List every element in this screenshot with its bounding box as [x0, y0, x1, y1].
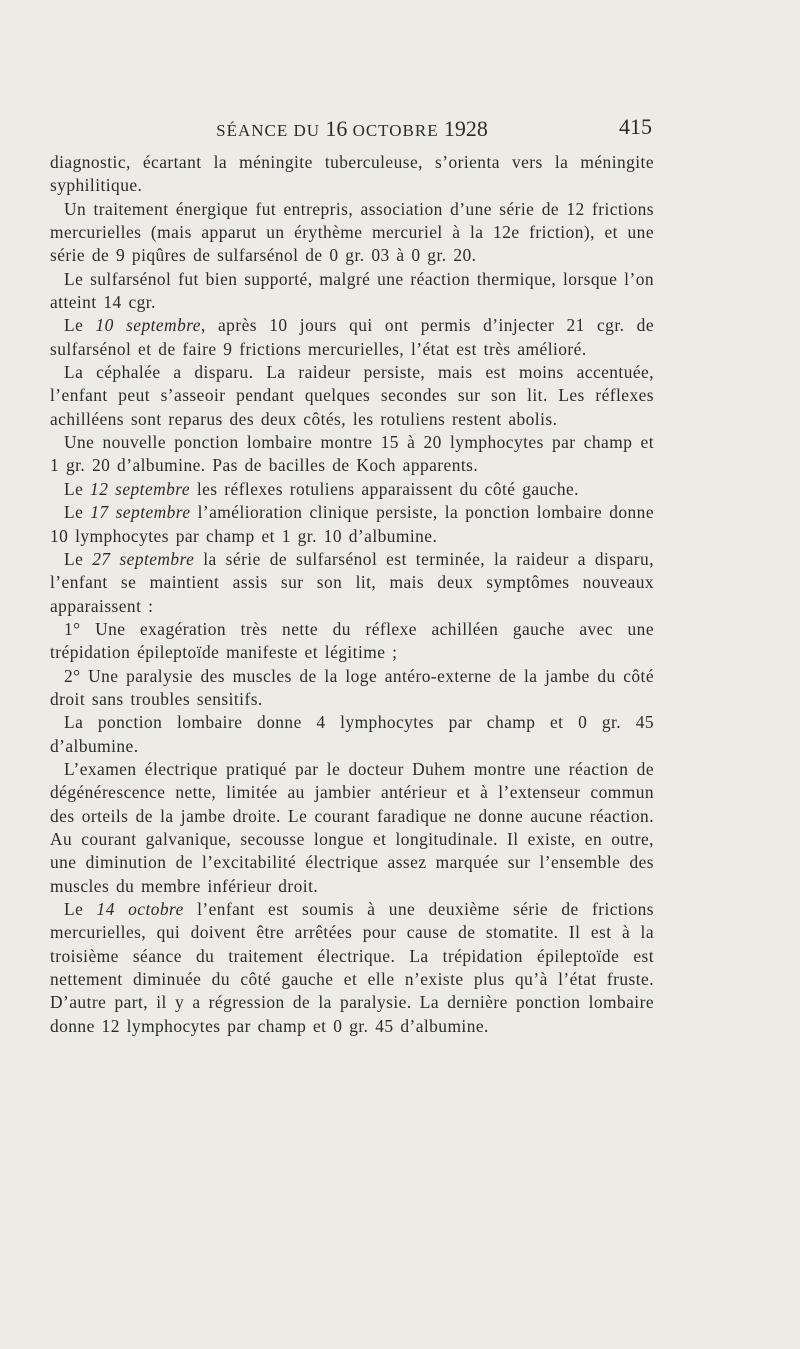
- paragraph-prefix: Le: [64, 899, 97, 919]
- paragraph: Une nouvelle ponction lombaire montre 15 à 20 lymphocytes par champ et 1 gr. 20 d’albumine. Pas de bacilles de Koch apparents.: [50, 432, 654, 476]
- paragraph-text: la série de sulfarsénol est terminée, la raideur a disparu, l’enfant se maintient assis sur son lit, mais deux symptômes nouveaux apparaissent :: [50, 548, 654, 616]
- date-italic: 12 septembre: [90, 478, 191, 499]
- date-italic: 14 octobre: [96, 899, 184, 919]
- paragraph: L’examen électrique pratiqué par le docteur Duhem montre une réaction de dégénérescence nette, limitée au jambier antérieur et à l’extenseur commun des orteils de la jambe droite. Le courant faradique ne donne aucune réaction. Au courant galvanique, secousse longue et longitudinale. Il existe, en outre, une diminution de l’excitabilité électrique assez marquée sur l’ensemble des muscles du membre inférieur droit.: [50, 758, 654, 896]
- page-header: [50, 114, 654, 144]
- body-text: [50, 151, 654, 1038]
- paragraph: 1° Une exagération très nette du réflexe achilléen gauche avec une trépidation épileptoïde manifeste et légitime ;: [50, 618, 654, 663]
- paragraph-text: , après 10 jours qui ont permis d’injecter 21 cgr. de sulfarsénol et de faire 9 frictions mercurielles, l’état est très amélioré.: [50, 315, 654, 359]
- running-title-day: 16: [325, 116, 348, 141]
- date-italic: 10 septembre: [95, 315, 201, 336]
- paragraph: [50, 548, 654, 618]
- paragraph: [50, 501, 654, 548]
- running-title-year: 1928: [443, 116, 488, 141]
- paragraph: La céphalée a disparu. La raideur persiste, mais est moins accentuée, l’enfant peut s’asseoir pendant quelques secondes sur son lit. Les réflexes achilléens sont reparus des deux côtés, les rotuliens restent abolis.: [50, 362, 654, 429]
- page-number: 415: [619, 114, 652, 139]
- paragraph-text: les réflexes rotuliens apparaissent du côté gauche.: [190, 478, 579, 499]
- paragraph: [50, 478, 654, 501]
- paragraph-text: l’amélioration clinique persiste, la ponction lombaire donne 10 lymphocytes par champ et 1 gr. 10 d’albumine.: [50, 502, 654, 546]
- running-title: [50, 116, 654, 142]
- date-italic: 27 septembre: [92, 548, 195, 569]
- paragraph-prefix: Le: [64, 548, 93, 569]
- date-italic: 17 septembre: [90, 502, 191, 523]
- paragraph-text: l’enfant est soumis à une deuxième série de frictions mercurielles, qui doivent être arrêtées pour cause de stomatite. Il est à la troisième séance du traitement électrique. La trépidation épileptoïde est nettement diminuée du côté gauche et elle n’existe plus qu’à l’état fruste. D’autre part, il y a régression de la paralysie. La dernière ponction lombaire donne 12 lymphocytes par champ et 0 gr. 45 d’albumine.: [50, 899, 654, 1036]
- paragraph: [50, 314, 654, 361]
- paragraph: Le sulfarsénol fut bien supporté, malgré une réaction thermique, lorsque l’on atteint 14 cgr.: [50, 268, 654, 313]
- paragraph: La ponction lombaire donne 4 lymphocytes par champ et 0 gr. 45 d’albumine.: [50, 712, 654, 756]
- paragraph-prefix: Le: [64, 478, 91, 499]
- paragraph: 2° Une paralysie des muscles de la loge antéro-externe de la jambe du côté droit sans troubles sensitifs.: [50, 665, 654, 709]
- paragraph: Un traitement énergique fut entrepris, association d’une série de 12 frictions mercurielles (mais apparut un érythème mercuriel à la 12e friction), et une série de 9 piqûres de sulfarsénol de 0 gr. 03 à 0 gr. 20.: [50, 198, 654, 266]
- paragraph: [50, 898, 654, 1038]
- paragraph-prefix: Le: [64, 502, 91, 523]
- running-title-month: OCTOBRE: [347, 121, 444, 140]
- paragraph: diagnostic, écartant la méningite tuberculeuse, s’orienta vers la méningite syphilitique.: [50, 152, 654, 196]
- paragraph-prefix: Le: [64, 315, 96, 336]
- running-title-pre: SÉANCE DU: [216, 121, 326, 140]
